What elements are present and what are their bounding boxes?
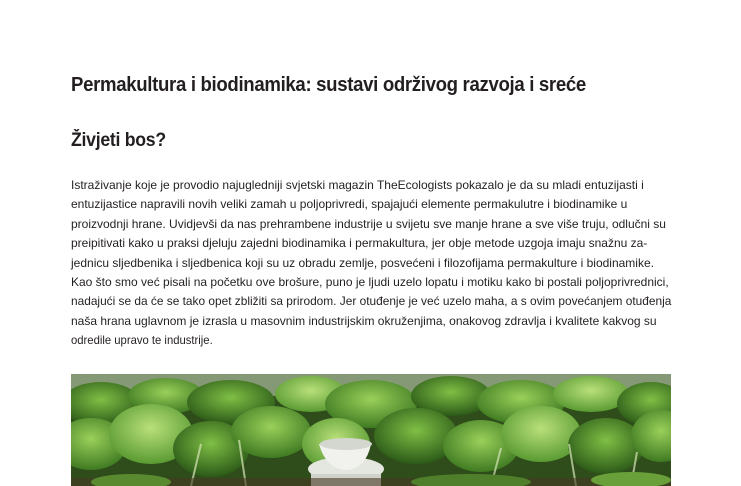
paragraph-line: jednicu sljedbenika i sljedbenica koji su uz obradu zemlje, posvećeni i filozofijama permakulture i biodinamike. — [71, 255, 654, 270]
paragraph-line: odredile upravo te industrije. — [71, 333, 213, 348]
paragraph-line: Kao što smo već pisali na početku ove brošure, puno je ljudi uzelo lopatu i motiku kako bi postali poljoprivrednici, — [71, 275, 669, 290]
paragraph-line: preipitivati kako u praksi djeluju zajedni biodinamika i permakultura, jer obje metode uzgoja imaju snažnu za- — [71, 236, 648, 251]
page-title: Permakultura i biodinamika: sustavi održivog razvoja i sreće — [71, 74, 586, 96]
section-heading: Živjeti bos? — [71, 130, 166, 151]
garden-photo — [71, 374, 671, 486]
paragraph-line: proizvodnji hrane. Uvidjevši da nas prehrambene industrije u svijetu sve manje hrane a sve više truju, odlučni su — [71, 216, 666, 231]
body-paragraph — [71, 176, 671, 351]
paragraph-line: nadajući se da će se tako opet zbližiti sa prirodom. Jer otuđenje je već uzelo maha, a s ovim povećanjem otuđenja — [71, 294, 672, 309]
paragraph-line: entuzijastice napravili novih veliki zamah u poljoprivredi, spajajući elemente permakulutre i biodinamike u — [71, 197, 628, 212]
paragraph-line: Istraživanje koje je provodio najugledniji svjetski magazin TheEcologists pokazalo je da su mladi entuzijasti i — [71, 178, 644, 192]
paragraph-line: naša hrana uglavnom je izrasla u masovnim industrijskim okruženjima, onakovog zdravlja i kvalitete kakvog su — [71, 313, 657, 328]
